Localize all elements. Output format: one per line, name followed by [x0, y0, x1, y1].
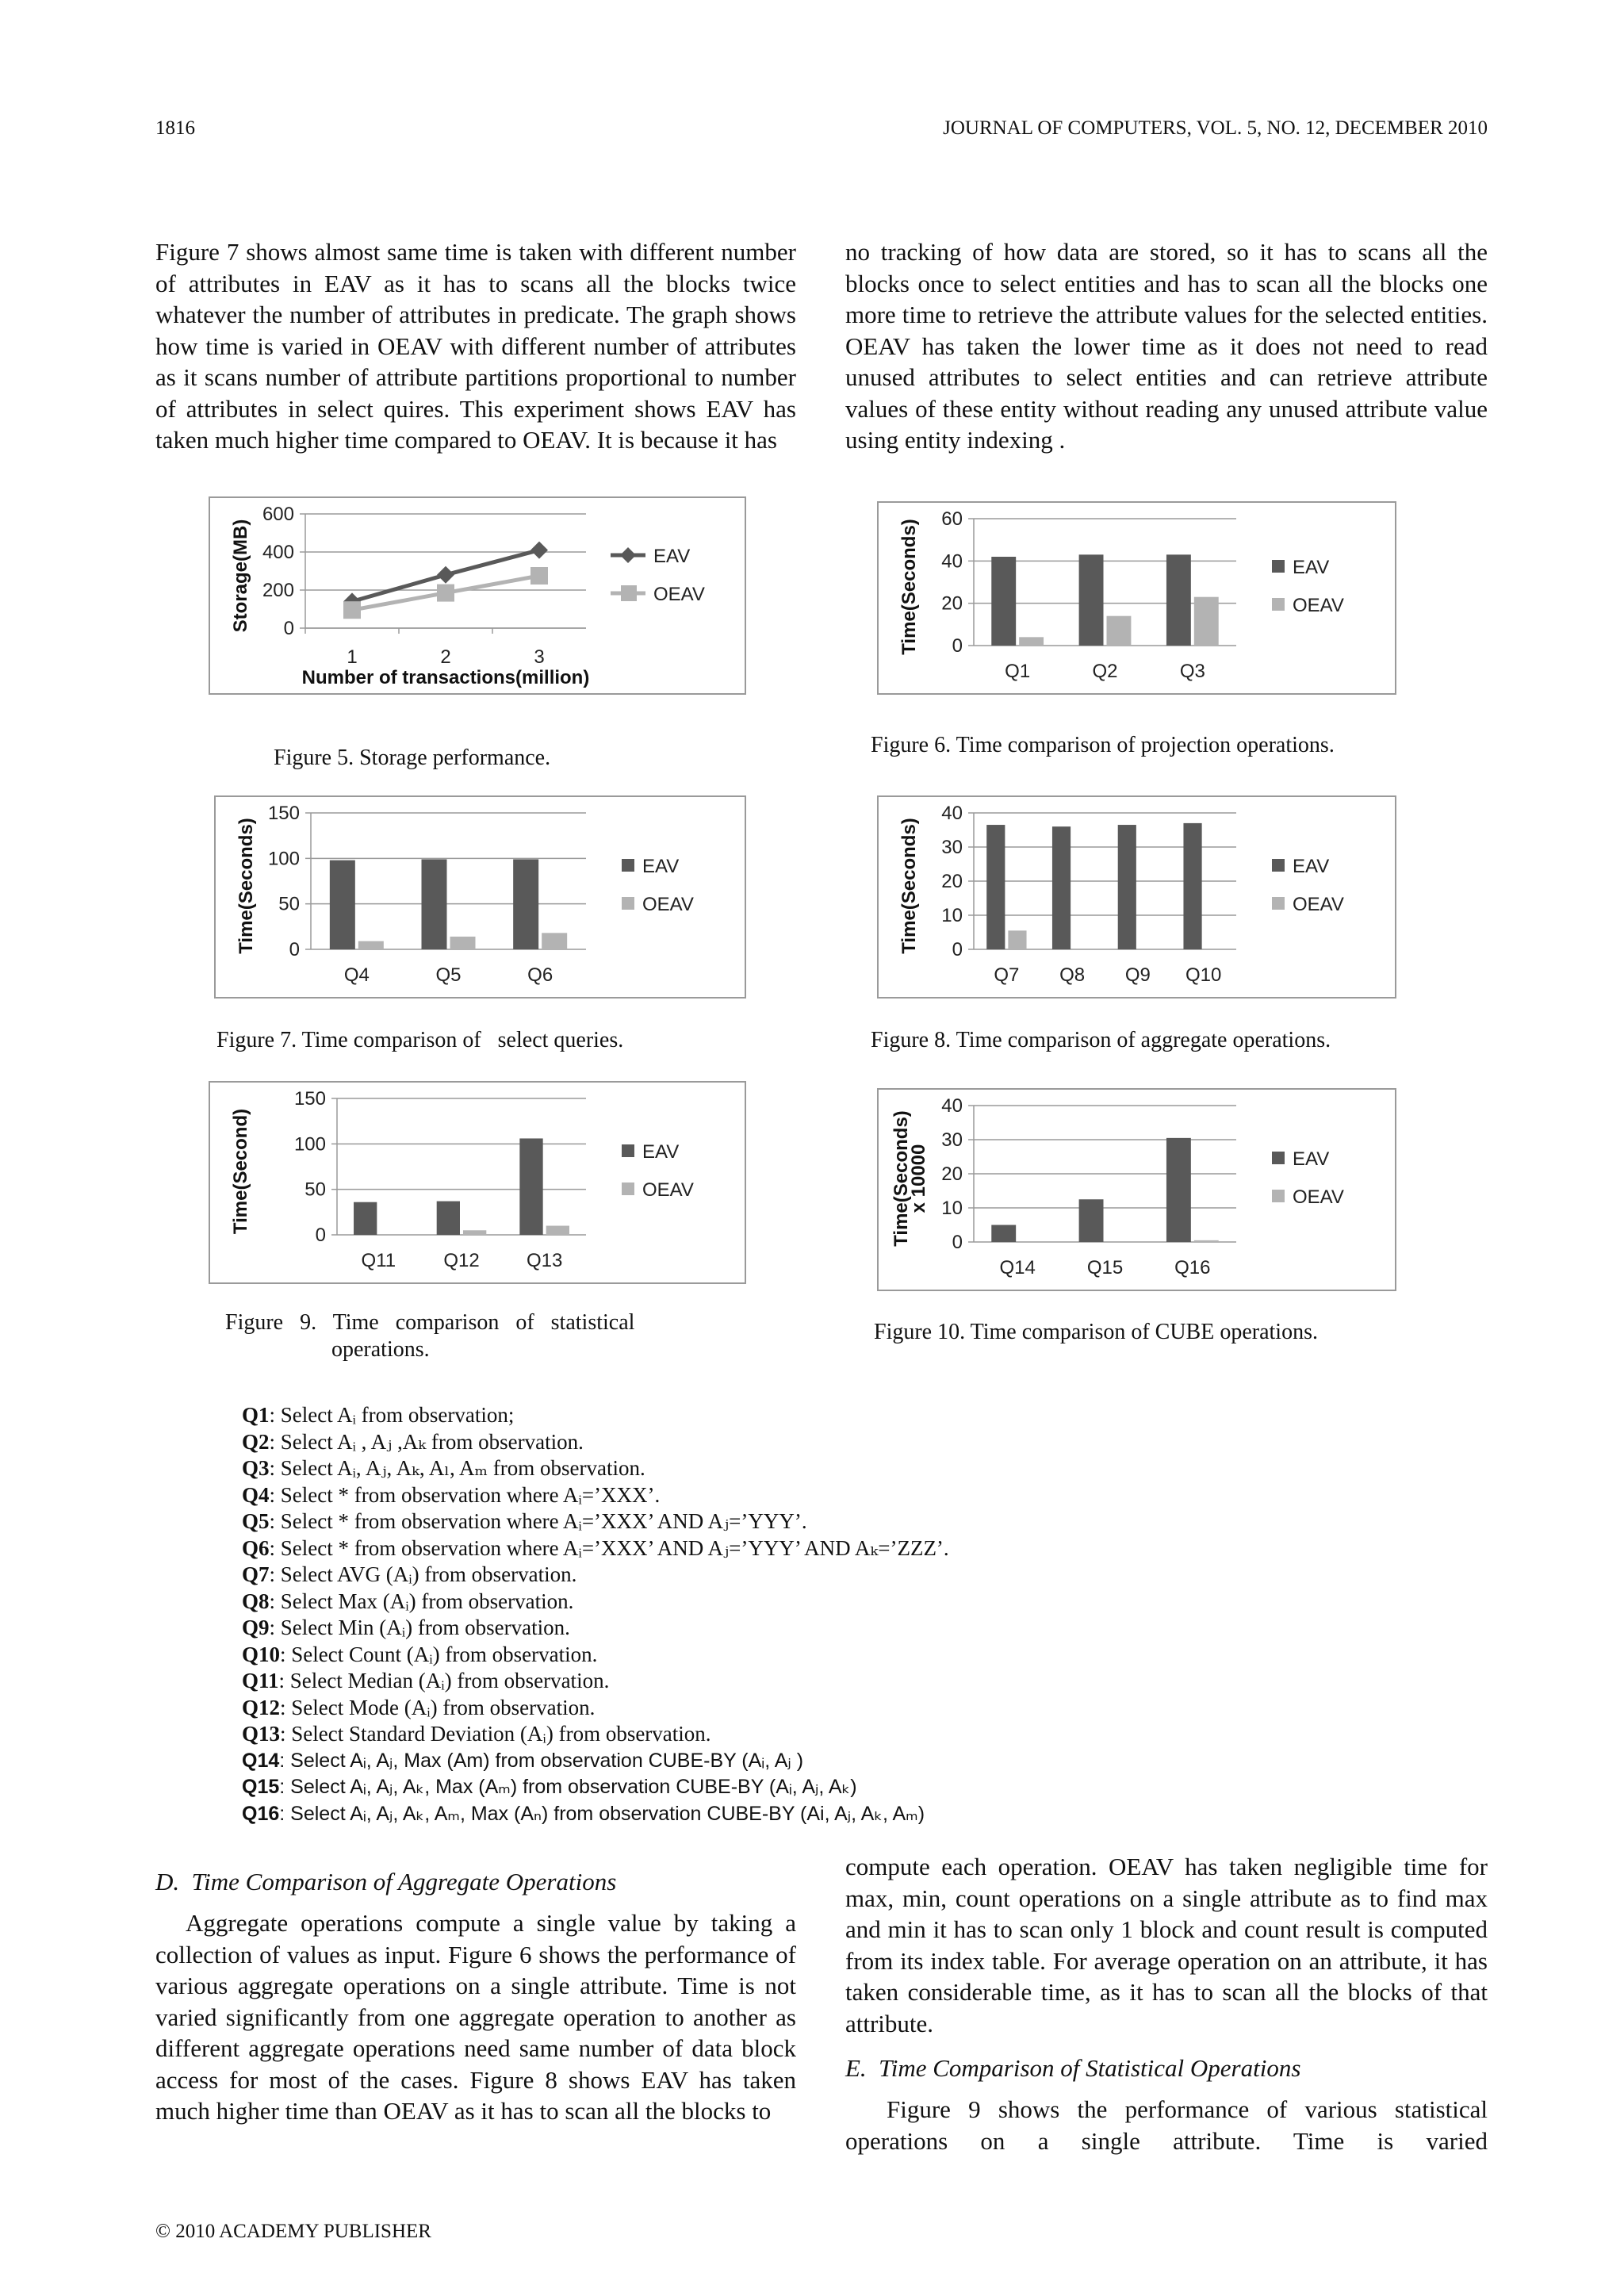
query-item: [242, 1589, 1431, 1616]
section-e-title: E. Time Comparison of Statistical Operations: [845, 2054, 1301, 2082]
y-tick-label: 150: [267, 803, 300, 824]
bar-eav: [422, 859, 447, 949]
query-id: Q6: [242, 1535, 270, 1560]
legend-label: EAV: [642, 856, 680, 877]
query-text: : Select * from observation where Aᵢ=’XXX’ AND Aⱼ=’YYY’ AND Aₖ=’ZZZ’.: [269, 1535, 949, 1560]
bar-eav: [1118, 825, 1136, 949]
query-id: Q10: [242, 1642, 281, 1666]
x-tick-label: Q4: [343, 964, 370, 986]
bar-eav: [986, 825, 1005, 949]
chart-svg: [879, 1090, 1395, 1290]
query-id: Q12: [242, 1695, 281, 1719]
query-item: [242, 1748, 1431, 1775]
query-item: [242, 1695, 1431, 1722]
x-tick-label: Q5: [435, 964, 462, 986]
figure-9-caption-line1: Figure 9. Time comparison of statistical: [225, 1310, 635, 1335]
section-d-title: D. Time Comparison of Aggregate Operations: [155, 1868, 617, 1895]
legend-swatch-eav: [1272, 1152, 1285, 1164]
legend-swatch-eav: [622, 859, 634, 872]
y-axis-label: Time(Seconds): [898, 818, 920, 954]
point-eav: [437, 566, 454, 584]
figure-9-caption-line2: operations.: [331, 1337, 430, 1362]
query-id: Q14: [242, 1749, 280, 1772]
y-axis-label-secondary: x 10000: [908, 1144, 929, 1213]
query-id: Q3: [242, 1456, 270, 1480]
query-id: Q13: [242, 1722, 281, 1746]
query-text: : Select Max (Aᵢ) from observation.: [269, 1589, 574, 1613]
bar-oeav: [450, 937, 476, 949]
point-oeav: [437, 585, 454, 602]
y-tick-label: 0: [315, 1225, 326, 1246]
bar-eav: [519, 1138, 542, 1235]
y-tick-label: 200: [262, 580, 294, 601]
query-text: : Select Aᵢ , Aⱼ ,Aₖ from observation.: [269, 1429, 584, 1454]
legend-swatch-oeav: [1272, 897, 1285, 910]
y-tick-label: 60: [941, 508, 963, 530]
right-top-paragraph: no tracking of how data are stored, so it has to scans all the blocks once to select entities and has to scan all the blocks one more time to retrieve the attribute values for the selected entities. OEAV has taken the lower time as it does not need to read unused attributes to select entities and can retrieve attribute values of these entity without reading any unused attribute value using entity indexing .: [845, 238, 1488, 454]
bar-oeav: [1107, 616, 1132, 646]
y-tick-label: 50: [278, 893, 300, 915]
y-axis-label: Storage(MB): [230, 519, 251, 633]
legend-swatch-eav: [622, 1144, 634, 1157]
bar-eav: [354, 1202, 377, 1235]
figure-6-chart: [877, 501, 1396, 695]
y-tick-label: 100: [267, 848, 300, 870]
query-text: : Select Min (Aᵢ) from observation.: [269, 1616, 570, 1639]
figure-8-caption: Figure 8. Time comparison of aggregate operations.: [871, 1028, 1331, 1052]
y-tick-label: 10: [941, 905, 963, 926]
figure-6-caption: Figure 6. Time comparison of projection operations.: [871, 733, 1335, 757]
query-text: : Select Aᵢ, Aⱼ, Aₖ, Max (Aₘ) from observation CUBE-BY (Aᵢ, Aⱼ, Aₖ): [279, 1776, 857, 1798]
legend-label: EAV: [653, 546, 691, 567]
query-item: [242, 1774, 1431, 1801]
query-item: [242, 1615, 1431, 1642]
publisher-footer: © 2010 ACADEMY PUBLISHER: [155, 2221, 431, 2242]
query-item: [242, 1482, 1431, 1509]
y-tick-label: 0: [289, 939, 300, 960]
legend-label: OEAV: [1293, 595, 1344, 616]
page-number: 1816: [155, 117, 195, 139]
query-text: : Select Aᵢ, Aⱼ, Aₖ, Aₘ, Max (Aₙ) from observation CUBE-BY (Ai, Aⱼ, Aₖ, Aₘ): [279, 1802, 925, 1825]
journal-header: JOURNAL OF COMPUTERS, VOL. 5, NO. 12, DECEMBER 2010: [943, 117, 1488, 139]
legend-label: OEAV: [653, 584, 705, 605]
bar-eav: [991, 557, 1016, 646]
legend-swatch-eav: [1272, 859, 1285, 872]
x-tick-label: Q16: [1174, 1257, 1211, 1278]
point-oeav: [530, 567, 548, 585]
query-id: Q8: [242, 1589, 270, 1613]
query-item: [242, 1455, 1431, 1482]
legend-label: OEAV: [1293, 894, 1344, 915]
figure-9-chart: [209, 1081, 746, 1284]
bar-eav: [991, 1225, 1016, 1243]
y-tick-label: 10: [941, 1198, 963, 1219]
y-tick-label: 40: [941, 1095, 963, 1117]
section-d-body: Aggregate operations compute a single value by taking a collection of values as input. Figure 6 shows the performance of various aggregate operations on a single attribute. Time is not varied significantly from one aggregate operation to another as different aggregate operations need same number of data block access for most of the cases. Figure 8 shows EAV has taken much higher time than OEAV as it has to scan all the blocks to: [155, 1909, 796, 2125]
query-text: : Select Aᵢ from observation;: [269, 1403, 515, 1427]
bar-eav: [1052, 826, 1071, 949]
point-eav: [530, 542, 548, 559]
query-text: : Select * from observation where Aᵢ=’XXX’.: [269, 1482, 661, 1507]
bar-eav: [1166, 1138, 1191, 1242]
legend-label: EAV: [1293, 557, 1330, 578]
x-axis-label: Number of transactions(million): [301, 667, 590, 688]
query-item: [242, 1535, 1431, 1562]
bar-oeav: [1194, 597, 1219, 646]
bar-oeav: [1194, 1240, 1219, 1242]
bar-eav: [1079, 1199, 1104, 1242]
y-tick-label: 0: [283, 618, 294, 639]
figure-10-chart: [877, 1088, 1396, 1291]
y-tick-label: 400: [262, 542, 294, 563]
query-text: : Select Count (Aᵢ) from observation.: [280, 1642, 598, 1666]
x-tick-label: Q3: [1179, 661, 1205, 682]
y-tick-label: 0: [952, 635, 963, 657]
bar-oeav: [1019, 637, 1044, 646]
y-tick-label: 150: [293, 1088, 326, 1110]
x-tick-label: Q9: [1124, 964, 1151, 986]
x-tick-label: Q12: [443, 1250, 480, 1271]
legend-label: OEAV: [642, 894, 694, 915]
legend-label: EAV: [1293, 856, 1330, 877]
y-tick-label: 20: [941, 871, 963, 892]
query-id: Q1: [242, 1403, 270, 1427]
y-tick-label: 600: [262, 504, 294, 525]
query-item: [242, 1801, 1431, 1828]
figure-7-caption: Figure 7. Time comparison of select queries.: [216, 1028, 624, 1052]
bar-oeav: [1008, 930, 1026, 949]
y-tick-label: 30: [941, 837, 963, 858]
y-tick-label: 100: [293, 1133, 326, 1156]
bar-eav: [513, 859, 538, 949]
query-list: [242, 1402, 1431, 1827]
query-text: : Select Standard Deviation (Aᵢ) from observation.: [280, 1722, 711, 1746]
point-oeav: [343, 601, 361, 619]
bar-eav: [437, 1202, 460, 1235]
y-tick-label: 50: [304, 1179, 326, 1201]
x-tick-label: Q14: [999, 1257, 1036, 1278]
x-tick-label: Q1: [1005, 661, 1031, 682]
y-tick-label: 20: [941, 592, 963, 615]
query-text: : Select Aᵢ, Aⱼ, Aₖ, Aₗ, Aₘ from observation.: [269, 1456, 645, 1480]
query-item: [242, 1642, 1431, 1669]
figure-7-chart: [214, 795, 746, 999]
chart-svg: [879, 503, 1395, 693]
x-tick-label: Q7: [994, 964, 1020, 986]
y-tick-label: 40: [941, 550, 963, 573]
legend-label: OEAV: [642, 1179, 694, 1201]
x-tick-label: Q2: [1092, 661, 1118, 682]
x-tick-label: Q15: [1086, 1257, 1124, 1278]
x-tick-label: 2: [440, 646, 451, 668]
chart-svg: [210, 498, 745, 693]
y-tick-label: 30: [941, 1129, 963, 1151]
figure-5-chart: [209, 496, 746, 695]
x-tick-label: Q10: [1185, 964, 1222, 986]
x-tick-label: Q13: [526, 1250, 563, 1271]
y-tick-label: 0: [952, 1232, 963, 1253]
query-id: Q4: [242, 1482, 270, 1507]
x-tick-label: Q11: [361, 1250, 396, 1271]
query-id: Q15: [242, 1776, 280, 1798]
x-tick-label: 3: [534, 646, 545, 668]
query-item: [242, 1429, 1431, 1456]
query-item: [242, 1668, 1431, 1695]
query-text: : Select Median (Aᵢ) from observation.: [278, 1669, 610, 1692]
query-text: : Select * from observation where Aᵢ=’XXX’ AND Aⱼ=’YYY’.: [269, 1509, 807, 1533]
query-id: Q9: [242, 1616, 270, 1639]
right-bottom-paragraph: compute each operation. OEAV has taken negligible time for max, min, count operations on a single attribute as to find max and min it has to scan only 1 block and count result is computed from its index table. For average operation on an attribute, it has taken considerable time, as it has to scan all the blocks of that attribute.: [845, 1853, 1488, 2037]
legend-swatch-oeav: [1272, 598, 1285, 611]
x-tick-label: Q8: [1059, 964, 1086, 986]
query-item: [242, 1562, 1431, 1589]
legend-marker-eav: [620, 547, 636, 563]
legend-swatch-oeav: [622, 897, 634, 910]
query-text: : Select AVG (Aᵢ) from observation.: [269, 1562, 577, 1586]
legend-label: OEAV: [1293, 1186, 1344, 1208]
query-id: Q5: [242, 1509, 270, 1533]
query-item: [242, 1508, 1431, 1535]
figure-8-chart: [877, 795, 1396, 999]
query-id: Q16: [242, 1802, 280, 1825]
legend-label: EAV: [642, 1141, 680, 1163]
left-top-paragraph: Figure 7 shows almost same time is taken with different number of attributes in EAV as it has to scans all the blocks twice whatever the number of attributes in predicate. The graph shows how time is varied in OEAV with different number of attributes as it scans number of attribute partitions proportional to number of attributes in select quires. This experiment shows EAV has taken much higher time compared to OEAV. It is because it has: [155, 238, 796, 454]
figure-5-caption: Figure 5. Storage performance.: [274, 746, 551, 770]
y-axis-label: Time(Seconds): [891, 1110, 912, 1247]
chart-svg: [879, 797, 1395, 997]
query-item: [242, 1402, 1431, 1429]
figure-10-caption: Figure 10. Time comparison of CUBE operations.: [874, 1320, 1318, 1344]
y-axis-label: Time(Seconds): [898, 519, 920, 655]
query-id: Q2: [242, 1429, 270, 1454]
chart-svg: [216, 797, 745, 997]
y-axis-label: Time(Seconds): [236, 818, 257, 954]
legend-label: EAV: [1293, 1148, 1330, 1170]
legend-marker-oeav: [621, 585, 637, 601]
query-text: : Select Aᵢ, Aⱼ, Max (Am) from observation CUBE-BY (Aᵢ, Aⱼ ): [279, 1749, 804, 1772]
query-id: Q11: [242, 1669, 279, 1692]
y-tick-label: 40: [941, 803, 963, 824]
legend-swatch-oeav: [622, 1182, 634, 1195]
x-tick-label: 1: [347, 646, 358, 668]
query-item: [242, 1721, 1431, 1748]
section-e-body: Figure 9 shows the performance of various statistical operations on a single attribute. Time is varied: [845, 2095, 1488, 2155]
query-text: : Select Mode (Aᵢ) from observation.: [280, 1695, 596, 1719]
y-tick-label: 20: [941, 1163, 963, 1185]
bar-oeav: [463, 1230, 486, 1235]
chart-svg: [210, 1083, 745, 1282]
bar-oeav: [358, 941, 384, 949]
y-axis-label: Time(Second): [230, 1108, 251, 1235]
legend-swatch-oeav: [1272, 1190, 1285, 1202]
bar-eav: [1183, 823, 1201, 949]
y-tick-label: 0: [952, 939, 963, 960]
bar-eav: [1079, 554, 1104, 646]
bar-oeav: [546, 1226, 569, 1235]
bar-oeav: [542, 933, 567, 949]
x-tick-label: Q6: [527, 964, 553, 986]
legend-swatch-eav: [1272, 560, 1285, 573]
bar-eav: [330, 861, 355, 949]
bar-eav: [1166, 554, 1191, 646]
query-id: Q7: [242, 1562, 270, 1586]
